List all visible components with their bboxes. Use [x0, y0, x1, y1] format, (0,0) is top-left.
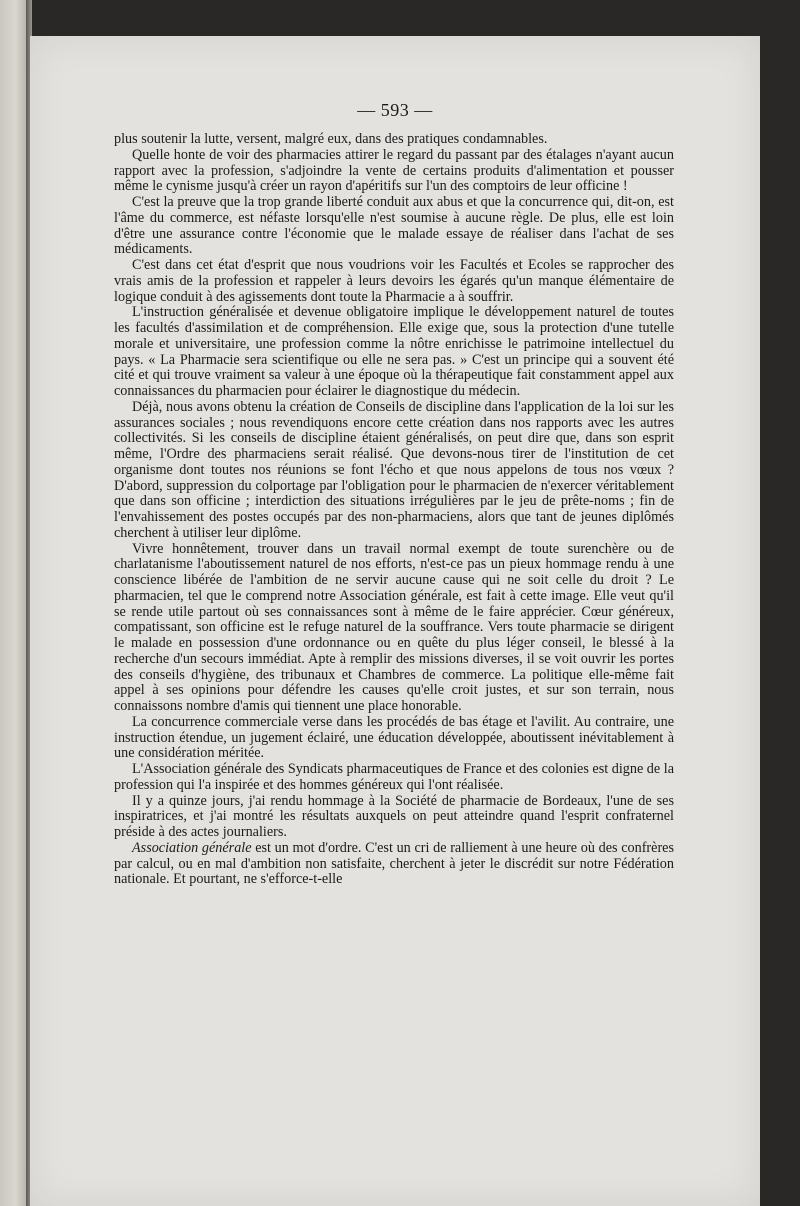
paragraph-8: La concurrence commerciale verse dans les procédés de bas étage et l'avilit. Au contraire, une instruction étendue, un jugement éclairé, une éducation développée, aboutissent inévitablement à une considération méritée. — [114, 713, 674, 762]
paragraph-11-italic-lead: Association générale — [132, 839, 252, 856]
book-page — [30, 36, 760, 1206]
paragraph-2: Quelle honte de voir des pharmacies attirer le regard du passant par des étalages n'ayant aucun rapport avec la profession, s'adjoindre la vente de certains produits d'alimentation et pousser même le cynisme jusqu'à créer un rayon d'apéritifs sur l'un des comptoirs de leur officine ! — [114, 146, 674, 195]
paragraph-11 — [114, 841, 674, 888]
paragraph-5: L'instruction généralisée et devenue obligatoire implique le développement naturel de toutes les facultés d'assimilation et de compréhension. Elle exige que, sous la protection d'une tutelle morale et universitaire, une profession comme la nôtre enrichisse le patrimoine intellectuel du pays. « La Pharmacie sera scientifique ou elle ne sera pas. » C'est un principe qui a souvent été cité et qui trouve vraiment sa valeur à une époque où la thérapeutique fait constamment appel aux connaissances du pharmacien pour éclairer le diagnostique du médecin. — [114, 304, 674, 399]
paragraph-11-text: est un mot d'ordre. C'est un cri de ralliement à une heure où des confrères par calcul, ou en mal d'ambition non satisfaite, cherchent à jeter le discrédit sur notre Fédération nationale. Et pourtant, ne s'efforce-t-elle — [114, 839, 674, 888]
paragraph-1: plus soutenir la lutte, versent, malgré eux, dans des pratiques condamnables. — [114, 131, 548, 147]
paragraph-10: Il y a quinze jours, j'ai rendu hommage à la Société de pharmacie de Bordeaux, l'une de ses inspiratrices, et j'ai montré les résultats auxquels on peut atteindre quand l'esprit confraternel préside à des actes journaliers. — [114, 792, 674, 840]
paragraph-7: Vivre honnêtement, trouver dans un travail normal exempt de toute surenchère ou de charlatanisme l'aboutissement naturel de nos efforts, n'est-ce pas un pieux hommage rendu à une conscience libérée de l'ambition de ne servir aucune cause qui ne soit celle du droit ? Le pharmacien, tel que le comprend notre Association générale, est fait à cette image. Elle veut qu'il se rende utile partout où ses connaissances sont à même de le faire apprécier. Cœur généreux, compatissant, son officine est le refuge naturel de la souffrance. Vers toute pharmacie se dirigent le malade en possession d'une ordonnance ou en quête du plus léger conseil, le blessé à la recherche d'un secours immédiat. Apte à remplir des missions diverses, il se voit ouvrir les portes des conseils d'hygiène, des tribunaux et Chambres de commerce. La politique elle-même fait appel à ses opinions pour défendre les causes qu'elle croit justes, et sur son terrain, nous connaissons nombre d'amis qui tiennent une place honorable. — [114, 540, 674, 714]
paragraph-9: L'Association générale des Syndicats pharmaceutiques de France et des colonies est digne de la profession qui l'a inspirée et des hommes généreux qui l'ont réalisée. — [114, 761, 674, 793]
previous-page-edge — [0, 0, 26, 1206]
paragraph-4: C'est dans cet état d'esprit que nous voudrions voir les Facultés et Ecoles se rapprocher des vrais amis de la profession et rappeler à leurs devoirs les égarés qu'un manque élémentaire de logique conduit à des agissements dont toute la Pharmacie a à souffrir. — [114, 257, 674, 305]
page-number: — 593 — — [357, 100, 433, 120]
paragraph-6: Déjà, nous avons obtenu la création de Conseils de discipline dans l'application de la loi sur les assurances sociales ; nous revendiquons encore cette création dans nos rapports avec les autres collectivités. Si les conseils de discipline étaient généralisés, on peut dire que, dans son esprit même, l'Ordre des pharmaciens serait réalisé. Que devons-nous tirer de l'institution de cet organisme dont toutes nos réunions se font l'écho et que nous appelons de tous nos vœux ? D'abord, suppression du colportage par l'obligation pour le pharmacien de n'exercer véritablement que dans son officine ; interdiction des situations irrégulières par le jeu de prête-noms ; fin de l'envahissement des postes occupés par des non-pharmaciens, alors que tant de jeunes diplômés cherchent à utiliser leur diplôme. — [114, 398, 674, 541]
page-body-text — [114, 132, 674, 888]
paragraph-3: C'est la preuve que la trop grande liberté conduit aux abus et que la concurrence qui, dit-on, est l'âme du commerce, est néfaste lorsqu'elle n'est soumise à aucune règle. De plus, elle est loin d'être une assurance contre l'économie que le malade essaye de réaliser dans l'achat de ses médicaments. — [114, 194, 674, 258]
